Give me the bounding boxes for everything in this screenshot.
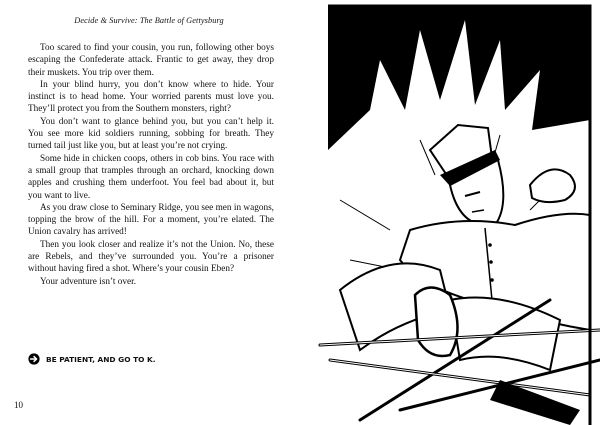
paragraph: Too scared to find your cousin, you run, following other boys escaping the Confederate attack. Frantic to get away, they drop their muskets. You trip over them. — [28, 43, 274, 78]
body-text — [28, 42, 274, 288]
page-number: 10 — [14, 400, 23, 410]
paragraph: Your adventure isn’t over. — [40, 276, 137, 287]
paragraph: As you draw close to Seminary Ridge, you see men in wagons, topping the brow of the hill. For a moment, you’re elated. The Union cavalry has arrived! — [28, 202, 274, 238]
paragraph: You don’t want to glance behind you, but you can’t help it. You see more kid soldiers running, sobbing for breath. They turned tail just like you, but at least you’re not crying. — [28, 116, 274, 152]
go-to-choice — [28, 353, 278, 365]
running-head: Decide & Survive: The Battle of Gettysburg — [74, 16, 224, 25]
go-to-text: BE PATIENT, AND GO TO K. — [46, 354, 156, 364]
paragraph: In your blind hurry, you don’t know where to hide. Your instinct is to head home. Your worried parents must love you. They’ll protect you from the Southern monsters, right? — [28, 79, 274, 115]
arrow-right-circle-icon — [28, 353, 40, 365]
right-page — [300, 0, 600, 425]
paragraph: Some hide in chicken coops, others in cob bins. You race with a small group that tramples through an orchard, knocking down apples and crushing them underfoot. You feel bad about it, but you want to live. — [28, 153, 274, 201]
paragraph: Then you look closer and realize it’s not the Union. No, these are Rebels, and they’ve surrounded you. You’re a prisoner without having fired a shot. Where’s your cousin Eben? — [28, 239, 274, 275]
soldier-tripping-over-muskets-illustration — [300, 0, 600, 425]
